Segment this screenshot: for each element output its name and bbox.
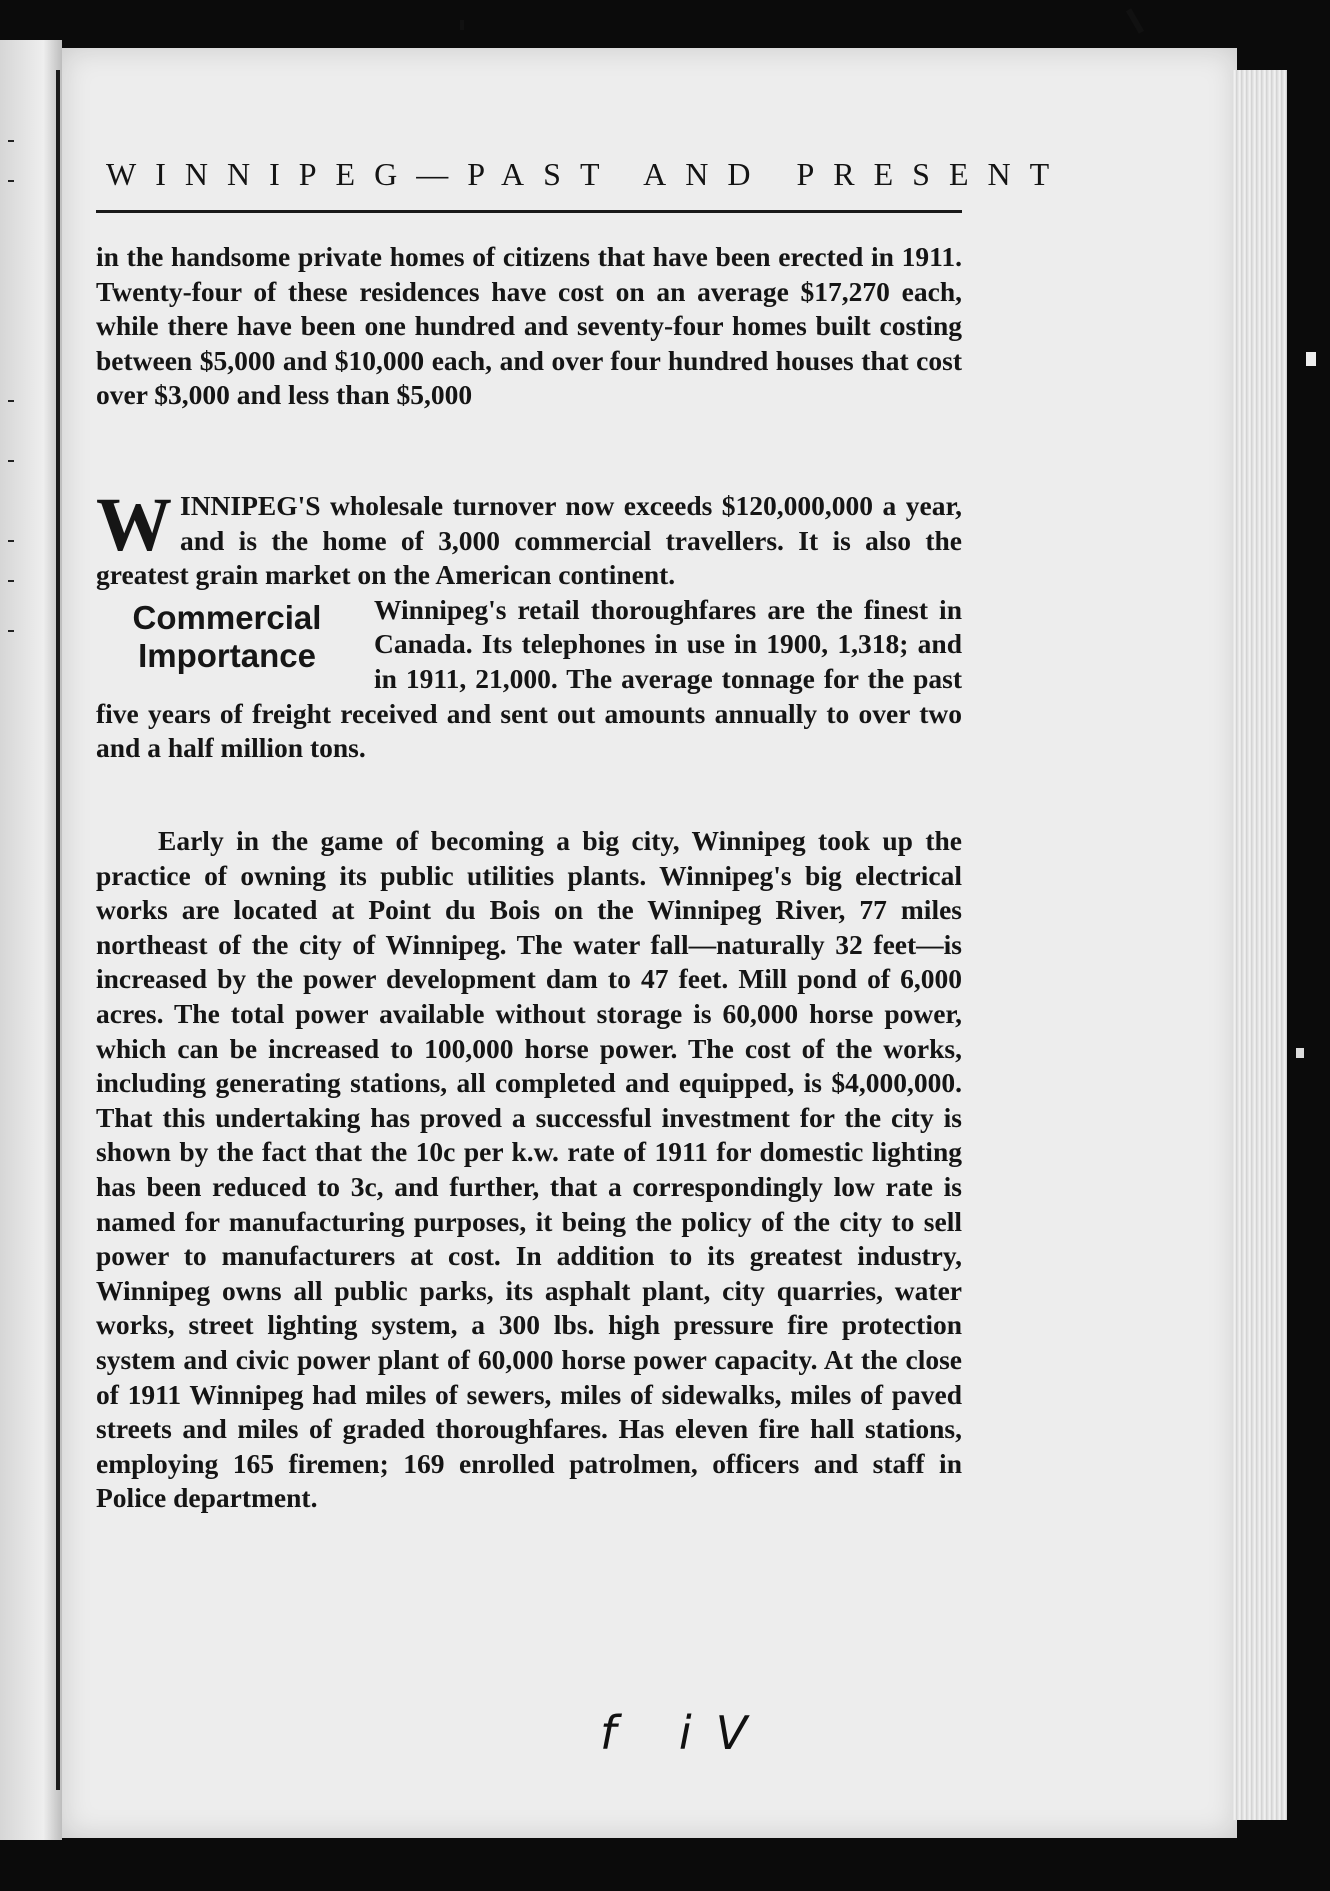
header-rule [96, 210, 962, 213]
paragraph-commercial-text-b: Winnipeg's retail thoroughfares are the finest in Canada. Its telephones in use in 1900, 1,318; and in 1911, 21,000. The average tonnage for the past five years of freight received and sent out amounts annually to over two and a half million tons. [96, 593, 962, 764]
left-page-edge [0, 40, 62, 1840]
lead-word: INNIPEG'S [180, 490, 321, 521]
paragraph-utilities: Early in the game of becoming a big city, Winnipeg took up the practice of owning its public utilities plants. Winnipeg's big electrical works are located at Point du Bois on the Winnipeg River, 77 miles northeast of the city of Winnipeg. The water fall—naturally 32 feet—is increased by the power development dam to 47 feet. Mill pond of 6,000 acres. The total power available without storage is 60,000 horse power, which can be increased to 100,000 horse power. The cost of the works, including generating stations, all completed and equipped, is $4,000,000. That this undertaking has proved a successful investment for the city is shown by the fact that the 10c per k.w. rate of 1911 for domestic lighting has been reduced to 3c, and further, that a correspondingly low rate is named for manufacturing purposes, it being the policy of the city to sell power to manufacturers at cost. In addition to its greatest industry, Winnipeg owns all public parks, its asphalt plant, city quarries, water works, street lighting system, a 300 lbs. high pressure fire protection system and civic power plant of 60,000 horse power capacity. At the close of 1911 Winnipeg had miles of sewers, miles of sidewalks, miles of paved streets and miles of graded thoroughfares. Has eleven fire hall stations, employing 165 firemen; 169 enrolled patrolmen, officers and staff in Police department. [96, 825, 962, 1514]
running-header: WINNIPEG—PAST AND PRESENT [106, 156, 1069, 192]
paragraph-homes: in the handsome private homes of citizens that have been erected in 1911. Twenty-four of these residences have cost on an average $17,270 each, while there have been one hundred and seventy-four homes built costing between $5,000 and $10,000 each, and over four hundred houses that cost over $3,000 and less than $5,000 [96, 241, 962, 411]
handwritten-page-mark: f iV [600, 1706, 772, 1760]
scan-speck [1306, 352, 1316, 366]
side-heading-line: Importance [138, 636, 316, 674]
left-edge-mark [8, 460, 14, 462]
left-edge-mark [8, 580, 14, 582]
paragraph-commercial-text-a: wholesale turnover now exceeds $120,000,000 a year, and is the home of 3,000 commercial travellers. It is also the greatest grain market on the American continent. [96, 490, 962, 591]
left-edge-mark [8, 400, 14, 402]
binding-shadow [56, 70, 60, 1790]
side-heading-line: Commercial [132, 598, 322, 636]
scan-speck [1126, 8, 1144, 34]
stacked-page-edges [1232, 70, 1287, 1820]
left-edge-mark [8, 630, 14, 632]
scan-speck [1296, 1048, 1304, 1058]
left-edge-mark [8, 180, 14, 182]
drop-cap-letter: W [96, 483, 172, 567]
side-heading-commercial-importance [96, 599, 358, 675]
scan-speck [460, 20, 464, 30]
left-edge-mark [8, 540, 14, 542]
paragraph-commercial [96, 483, 962, 766]
left-edge-mark [8, 140, 14, 142]
